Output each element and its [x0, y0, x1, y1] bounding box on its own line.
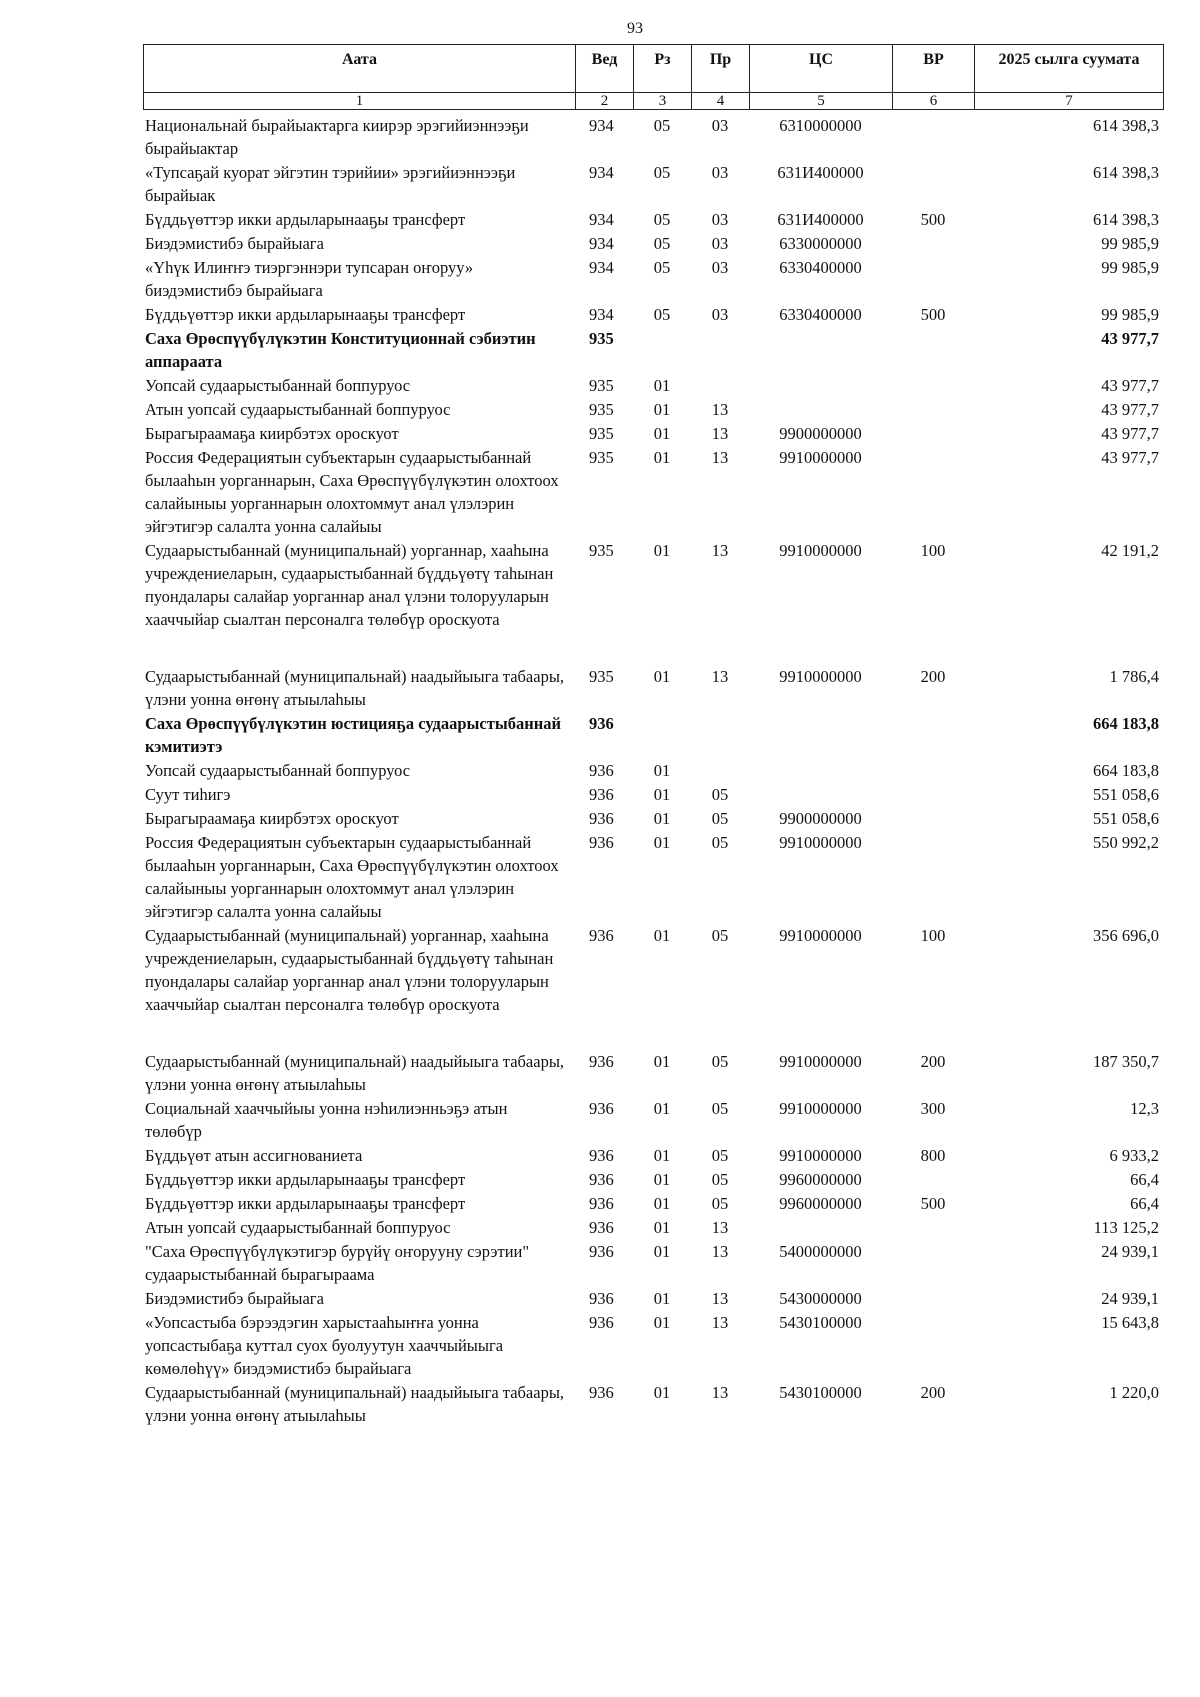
row-ved: 934 — [589, 116, 614, 135]
row-vr — [892, 759, 974, 783]
row-cs: 9910000000 — [779, 667, 862, 686]
row-name: Судаарыстыбаннай (муниципальнай) уорганнар, хааһына учреждениеларын, судаарыстыбаннай бүддьүөтү таһынан пуондалары салайар уорганнар анал үлэни толорууларын хааччыйар сыалтан персоналга төлөбүр ороскуота — [145, 541, 554, 629]
row-cs — [749, 398, 892, 422]
row-pr: 05 — [711, 833, 729, 852]
row-rz: 01 — [653, 541, 671, 560]
row-name: Уопсай судаарыстыбаннай боппуруос — [145, 376, 411, 395]
row-rz: 01 — [653, 667, 671, 686]
table-row — [143, 208, 1163, 232]
row-name: Саха Өрөспүүбүлүкэтин Конституционнай сэбиэтин аппараата — [145, 329, 536, 371]
row-amount: 664 183,8 — [1093, 761, 1159, 780]
row-rz — [633, 712, 691, 759]
row-name: «Үһүк Илиҥҥэ тиэргэннэри тупсаран оҥоруу» биэдэмистибэ бырайыага — [145, 258, 474, 300]
row-name: Бырагыраамаҕа киирбэтэх ороскуот — [145, 809, 399, 828]
table-row — [143, 1144, 1163, 1168]
header-cs: ЦС — [750, 45, 893, 93]
row-name: «Тупсаҕай куорат эйгэтин тэрийии» эрэгийиэннээҕи бырайыак — [145, 163, 516, 205]
header-vr: ВР — [893, 45, 975, 93]
row-name: "Саха Өрөспүүбүлүкэтигэр бурүйү оҥорууну сэрэтии" судаарыстыбаннай бырагыраама — [145, 1242, 530, 1284]
row-amount: 24 939,1 — [1101, 1289, 1159, 1308]
row-vr — [892, 114, 974, 161]
row-amount: 551 058,6 — [1093, 785, 1159, 804]
row-amount: 43 977,7 — [1101, 424, 1159, 443]
row-vr — [892, 783, 974, 807]
row-vr — [892, 327, 974, 374]
row-cs — [749, 712, 892, 759]
column-number: 1 — [144, 93, 576, 110]
row-amount: 664 183,8 — [1093, 714, 1159, 733]
row-rz: 05 — [653, 116, 671, 135]
row-rz: 01 — [653, 1383, 671, 1402]
row-ved: 935 — [589, 541, 614, 560]
row-cs — [749, 783, 892, 807]
row-ved: 935 — [589, 400, 614, 419]
budget-table — [143, 114, 1163, 1428]
row-cs: 9960000000 — [779, 1170, 862, 1189]
row-amount: 42 191,2 — [1101, 541, 1159, 560]
column-number: 4 — [692, 93, 750, 110]
row-name: Биэдэмистибэ бырайыага — [145, 1289, 324, 1308]
row-rz: 05 — [653, 163, 671, 182]
row-vr: 800 — [920, 1146, 946, 1165]
row-amount: 24 939,1 — [1101, 1242, 1159, 1261]
row-rz: 01 — [653, 424, 671, 443]
row-pr: 03 — [711, 258, 729, 277]
row-amount: 99 985,9 — [1101, 234, 1159, 253]
table-row — [143, 327, 1163, 374]
column-number: 5 — [750, 93, 893, 110]
row-cs: 5430100000 — [779, 1313, 862, 1332]
row-ved: 936 — [589, 1052, 614, 1071]
row-ved: 934 — [589, 258, 614, 277]
row-amount: 550 992,2 — [1093, 833, 1159, 852]
row-rz: 01 — [653, 833, 671, 852]
row-cs — [749, 1216, 892, 1240]
row-name: Биэдэмистибэ бырайыага — [145, 234, 324, 253]
row-amount: 6 933,2 — [1109, 1146, 1159, 1165]
row-amount: 15 643,8 — [1101, 1313, 1159, 1332]
row-ved: 934 — [589, 210, 614, 229]
row-ved: 935 — [589, 376, 614, 395]
row-ved: 936 — [589, 1099, 614, 1118]
table-row — [143, 807, 1163, 831]
header-rz: Рз — [634, 45, 692, 93]
row-vr — [892, 1168, 974, 1192]
row-cs: 9900000000 — [779, 809, 862, 828]
row-name: Бүддьүөттэр икки ардыларынааҕы трансферт — [145, 1194, 466, 1213]
row-name: Судаарыстыбаннай (муниципальнай) наадыйыыга табаары, үлэни уонна өҥөнү атыылаһыы — [145, 1052, 565, 1094]
row-amount: 43 977,7 — [1101, 448, 1159, 467]
row-amount: 614 398,3 — [1093, 116, 1159, 135]
row-vr: 200 — [920, 1052, 946, 1071]
row-name: Бүддьүөттэр икки ардыларынааҕы трансферт — [145, 305, 466, 324]
row-pr: 05 — [711, 926, 729, 945]
row-name: Атын уопсай судаарыстыбаннай боппуруос — [145, 1218, 451, 1237]
row-name: «Уопсастыба бэрээдэгин харыстааһыҥҥа уонна уопсастыбаҕа куттал суох буолуутун хааччыйыыга көмөлөһүү» биэдэмистибэ бырайыага — [145, 1313, 504, 1378]
table-row — [143, 422, 1163, 446]
row-ved: 935 — [589, 329, 614, 348]
row-cs — [749, 374, 892, 398]
row-pr: 13 — [711, 1242, 729, 1261]
row-ved: 936 — [589, 833, 614, 852]
row-vr: 500 — [920, 305, 946, 324]
row-vr — [892, 161, 974, 208]
row-amount: 66,4 — [1130, 1170, 1159, 1189]
row-pr: 03 — [711, 116, 729, 135]
table-row — [143, 1050, 1163, 1097]
row-amount: 99 985,9 — [1101, 305, 1159, 324]
column-numbers-row — [144, 93, 1164, 110]
row-ved: 934 — [589, 163, 614, 182]
row-vr — [892, 256, 974, 303]
row-vr: 500 — [920, 210, 946, 229]
row-vr: 500 — [920, 1194, 946, 1213]
row-cs: 5430100000 — [779, 1383, 862, 1402]
row-cs: 9910000000 — [779, 541, 862, 560]
table-row — [143, 712, 1163, 759]
table-row — [143, 446, 1163, 539]
row-vr: 100 — [920, 541, 946, 560]
row-rz: 01 — [653, 1099, 671, 1118]
row-rz: 01 — [653, 1170, 671, 1189]
row-vr: 100 — [920, 926, 946, 945]
table-row — [143, 232, 1163, 256]
row-rz: 01 — [653, 809, 671, 828]
row-pr: 13 — [711, 1218, 729, 1237]
row-cs: 6330400000 — [779, 305, 862, 324]
row-amount: 43 977,7 — [1101, 400, 1159, 419]
row-cs: 9960000000 — [779, 1194, 862, 1213]
row-pr: 03 — [711, 234, 729, 253]
row-pr: 13 — [711, 1289, 729, 1308]
row-name: Россия Федерациятын субъектарын судаарыстыбаннай былааһын уорганнарын, Саха Өрөспүүбүлүкэтин олохтоох салайыныы уорганнарын олохтоммут анал үлэлэрин эйгэтигэр салалта уонна салайыы — [145, 448, 559, 536]
row-ved: 936 — [589, 1170, 614, 1189]
row-name: Атын уопсай судаарыстыбаннай боппуруос — [145, 400, 451, 419]
row-name: Судаарыстыбаннай (муниципальнай) наадыйыыга табаары, үлэни уонна өҥөнү атыылаһыы — [145, 1383, 565, 1425]
row-cs: 631И400000 — [777, 163, 864, 182]
row-rz: 01 — [653, 1218, 671, 1237]
row-amount: 1 786,4 — [1109, 667, 1159, 686]
table-row — [143, 831, 1163, 924]
row-ved: 936 — [589, 1146, 614, 1165]
row-cs: 631И400000 — [777, 210, 864, 229]
row-pr: 13 — [711, 448, 729, 467]
row-amount: 12,3 — [1130, 1099, 1159, 1118]
row-cs: 6330400000 — [779, 258, 862, 277]
row-rz: 05 — [653, 258, 671, 277]
row-amount: 1 220,0 — [1109, 1383, 1159, 1402]
table-row — [143, 539, 1163, 665]
row-rz: 01 — [653, 761, 671, 780]
row-rz: 01 — [653, 1289, 671, 1308]
row-vr — [892, 422, 974, 446]
column-number: 2 — [576, 93, 634, 110]
row-pr: 03 — [711, 305, 729, 324]
table-row — [143, 1311, 1163, 1381]
row-rz: 05 — [653, 210, 671, 229]
row-name: Саха Өрөспүүбүлүкэтин юстицияҕа судаарыстыбаннай кэмитиэтэ — [145, 714, 562, 756]
row-name: Бүддьүөттэр икки ардыларынааҕы трансферт — [145, 1170, 466, 1189]
table-row — [143, 1216, 1163, 1240]
row-amount: 66,4 — [1130, 1194, 1159, 1213]
row-cs: 9910000000 — [779, 1099, 862, 1118]
row-pr: 13 — [711, 667, 729, 686]
row-ved: 935 — [589, 424, 614, 443]
row-amount: 356 696,0 — [1093, 926, 1159, 945]
row-rz: 01 — [653, 1313, 671, 1332]
table-row — [143, 665, 1163, 712]
budget-table-body — [143, 114, 1163, 1428]
table-row — [143, 161, 1163, 208]
row-amount: 43 977,7 — [1101, 376, 1159, 395]
row-vr — [892, 1287, 974, 1311]
row-vr — [892, 374, 974, 398]
row-cs: 6330000000 — [779, 234, 862, 253]
row-name: Судаарыстыбаннай (муниципальнай) уорганнар, хааһына учреждениеларын, судаарыстыбаннай бүддьүөтү таһынан пуондалары салайар уорганнар анал үлэни толорууларын хааччыйар сыалтан персоналга төлөбүр ороскуота — [145, 926, 554, 1014]
table-row — [143, 783, 1163, 807]
row-name: Бүддьүөт атын ассигнованиета — [145, 1146, 363, 1165]
row-amount: 551 058,6 — [1093, 809, 1159, 828]
row-cs — [749, 759, 892, 783]
row-pr — [691, 374, 749, 398]
row-rz — [633, 327, 691, 374]
row-vr — [892, 446, 974, 539]
page-number: 93 — [627, 20, 643, 37]
row-rz: 01 — [653, 785, 671, 804]
column-number: 6 — [893, 93, 975, 110]
row-cs: 9900000000 — [779, 424, 862, 443]
column-titles-row — [144, 45, 1164, 93]
row-pr: 13 — [711, 400, 729, 419]
row-cs: 9910000000 — [779, 1146, 862, 1165]
table-row — [143, 1097, 1163, 1144]
row-pr: 05 — [711, 1170, 729, 1189]
table-row — [143, 303, 1163, 327]
row-pr: 05 — [711, 809, 729, 828]
row-ved: 936 — [589, 1289, 614, 1308]
row-pr: 05 — [711, 785, 729, 804]
row-vr — [892, 398, 974, 422]
row-rz: 01 — [653, 376, 671, 395]
row-ved: 936 — [589, 1313, 614, 1332]
column-number: 7 — [975, 93, 1164, 110]
row-cs: 9910000000 — [779, 448, 862, 467]
row-ved: 936 — [589, 1194, 614, 1213]
row-pr: 13 — [711, 1383, 729, 1402]
row-cs: 9910000000 — [779, 926, 862, 945]
row-vr — [892, 807, 974, 831]
row-rz: 01 — [653, 926, 671, 945]
row-name: Бүддьүөттэр икки ардыларынааҕы трансферт — [145, 210, 466, 229]
table-row — [143, 1192, 1163, 1216]
row-ved: 936 — [589, 926, 614, 945]
row-vr — [892, 831, 974, 924]
row-rz: 01 — [653, 1194, 671, 1213]
row-rz: 01 — [653, 1146, 671, 1165]
row-pr: 13 — [711, 424, 729, 443]
row-name: Национальнай бырайыактарга киирэр эрэгийиэннээҕи бырайыактар — [145, 116, 529, 158]
row-ved: 935 — [589, 667, 614, 686]
row-vr: 200 — [920, 667, 946, 686]
header-ved: Вед — [576, 45, 634, 93]
table-row — [143, 1240, 1163, 1287]
table-row — [143, 398, 1163, 422]
row-ved: 936 — [589, 761, 614, 780]
row-ved: 936 — [589, 1218, 614, 1237]
row-pr: 05 — [711, 1194, 729, 1213]
header-name: Аата — [144, 45, 576, 93]
row-cs: 5400000000 — [779, 1242, 862, 1261]
row-ved: 936 — [589, 785, 614, 804]
table-row — [143, 1168, 1163, 1192]
row-rz: 05 — [653, 305, 671, 324]
row-name: Бырагыраамаҕа киирбэтэх ороскуот — [145, 424, 399, 443]
row-vr: 300 — [920, 1099, 946, 1118]
row-cs — [749, 327, 892, 374]
row-name: Судаарыстыбаннай (муниципальнай) наадыйыыга табаары, үлэни уонна өҥөнү атыылаһыы — [145, 667, 565, 709]
row-rz: 01 — [653, 400, 671, 419]
row-ved: 934 — [589, 234, 614, 253]
row-cs: 5430000000 — [779, 1289, 862, 1308]
row-pr — [691, 712, 749, 759]
row-amount: 113 125,2 — [1093, 1218, 1159, 1237]
row-pr — [691, 327, 749, 374]
row-ved: 936 — [589, 809, 614, 828]
table-row — [143, 1381, 1163, 1428]
row-pr: 05 — [711, 1146, 729, 1165]
row-ved: 936 — [589, 714, 614, 733]
row-vr — [892, 1216, 974, 1240]
header-pr: Пр — [692, 45, 750, 93]
row-name: Уопсай судаарыстыбаннай боппуруос — [145, 761, 411, 780]
table-row — [143, 759, 1163, 783]
row-rz: 01 — [653, 448, 671, 467]
table-row — [143, 924, 1163, 1050]
row-vr — [892, 712, 974, 759]
row-rz: 01 — [653, 1242, 671, 1261]
row-pr — [691, 759, 749, 783]
row-amount: 99 985,9 — [1101, 258, 1159, 277]
table-header — [143, 44, 1164, 110]
row-cs: 6310000000 — [779, 116, 862, 135]
row-cs: 9910000000 — [779, 1052, 862, 1071]
row-name: Россия Федерациятын субъектарын судаарыстыбаннай былааһын уорганнарын, Саха Өрөспүүбүлүкэтин олохтоох салайыныы уорганнарын олохтоммут анал үлэлэрин эйгэтигэр салалта уонна салайыы — [145, 833, 559, 921]
row-pr: 13 — [711, 1313, 729, 1332]
row-name: Социальнай хааччыйыы уонна нэһилиэнньэҕэ атын төлөбүр — [145, 1099, 508, 1141]
table-row — [143, 256, 1163, 303]
row-vr: 200 — [920, 1383, 946, 1402]
row-pr: 05 — [711, 1099, 729, 1118]
table-row — [143, 374, 1163, 398]
column-number: 3 — [634, 93, 692, 110]
row-rz: 01 — [653, 1052, 671, 1071]
row-amount: 614 398,3 — [1093, 210, 1159, 229]
row-amount: 614 398,3 — [1093, 163, 1159, 182]
row-amount: 187 350,7 — [1093, 1052, 1159, 1071]
row-pr: 05 — [711, 1052, 729, 1071]
row-pr: 03 — [711, 163, 729, 182]
row-pr: 13 — [711, 541, 729, 560]
row-rz: 05 — [653, 234, 671, 253]
row-ved: 934 — [589, 305, 614, 324]
row-vr — [892, 232, 974, 256]
row-amount: 43 977,7 — [1101, 329, 1159, 348]
row-ved: 936 — [589, 1383, 614, 1402]
row-vr — [892, 1311, 974, 1381]
header-amount: 2025 сылга суумата — [975, 45, 1164, 93]
row-cs: 9910000000 — [779, 833, 862, 852]
row-vr — [892, 1240, 974, 1287]
row-pr: 03 — [711, 210, 729, 229]
table-row — [143, 114, 1163, 161]
row-ved: 935 — [589, 448, 614, 467]
table-row — [143, 1287, 1163, 1311]
row-ved: 936 — [589, 1242, 614, 1261]
row-name: Суут тиһигэ — [145, 785, 231, 804]
